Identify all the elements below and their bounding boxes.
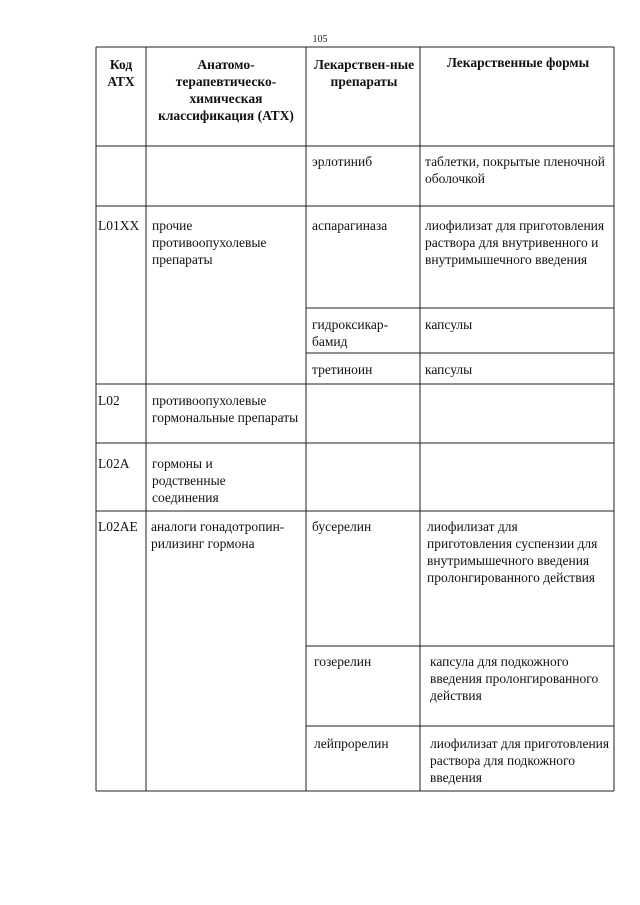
- form-cell: таблетки, покрытые пленочной оболочкой: [425, 154, 606, 186]
- header-forms: Лекарственные формы: [446, 55, 590, 70]
- form-cell: капсулы: [425, 362, 473, 377]
- drug-cell: гидроксикар-бамид: [312, 317, 389, 349]
- drug-cell: эрлотиниб: [312, 154, 373, 169]
- drug-cell: лейпрорелин: [314, 736, 389, 751]
- drug-cell: бусерелин: [312, 519, 372, 534]
- form-cell: лиофилизат для приготовления суспензии для внутримышечного введения пролонгированного действия: [427, 519, 598, 585]
- classification-cell: противоопухолевые гормональные препараты: [152, 393, 299, 425]
- classification-cell: гормоны и родственные соединения: [152, 456, 226, 505]
- header-classification: Анатомо-терапевтическо-химическая классификация (АТХ): [158, 57, 294, 123]
- form-cell: капсулы: [425, 317, 473, 332]
- code-cell: L02A: [98, 456, 130, 471]
- form-cell: капсула для подкожного введения пролонгированного действия: [430, 654, 599, 703]
- header-drugs: Лекарствен-ные препараты: [313, 57, 415, 89]
- drug-cell: гозерелин: [314, 654, 372, 669]
- code-cell: L01XX: [98, 218, 140, 233]
- classification-cell: аналоги гонадотропин-рилизинг гормона: [151, 519, 285, 551]
- page-number: 105: [312, 34, 328, 45]
- drug-cell: третиноин: [312, 362, 373, 377]
- form-cell: лиофилизат для приготовления раствора для подкожного введения: [430, 736, 610, 785]
- code-cell: L02: [98, 393, 120, 408]
- code-cell: L02AE: [98, 519, 138, 534]
- drug-cell: аспарагиназа: [312, 218, 388, 233]
- form-cell: лиофилизат для приготовления раствора для внутривенного и внутримышечного введения: [425, 218, 605, 267]
- header-code: Код АТХ: [107, 57, 135, 89]
- classification-cell: прочие противоопухолевые препараты: [152, 218, 267, 267]
